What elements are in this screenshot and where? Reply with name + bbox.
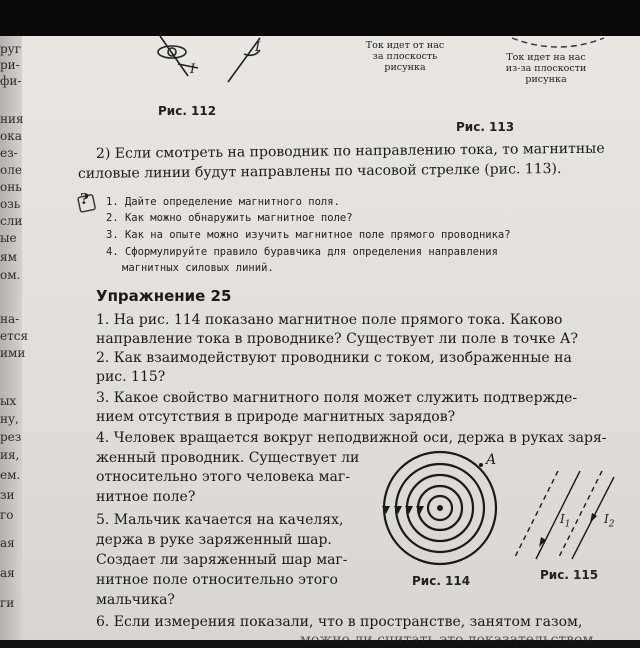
fig115-i1 [560,512,570,529]
exercise-line: направление тока в проводнике? Существует ли поле в точке А? [96,331,578,347]
paragraph-2-line-1: 2) Если смотреть на проводник по направлению тока, то магнитные [95,140,605,162]
fragment: фи- [0,74,22,88]
fig113-right-note: Ток идет на нас из-за плоскости рисунка [505,52,587,85]
fragment: ока [0,129,22,143]
fragment: ния [0,112,24,126]
fig114-caption: Рис. 114 [412,574,471,588]
question-2: 2. Как можно обнаружить магнитное поле? [106,212,353,224]
adjacent-page-fragments [0,36,29,640]
fragment: на- [0,312,20,326]
question-4-cont: магнитных силовых линий. [122,262,274,274]
fig113-left-note: Ток идет от нас за плоскость рисунка [365,40,445,73]
question-1: 1. Дайте определение магнитного поля. [106,196,340,208]
fragment: ез- [0,146,18,160]
fig114-point-a [478,462,484,468]
fragment: ну, [0,412,19,426]
fragment: зи [0,488,15,502]
fragment: руг [0,42,22,56]
fig113-caption: Рис. 113 [456,120,515,134]
fragment: ими [0,346,26,360]
fragment: ая [0,566,15,580]
exercise-line: 1. На рис. 114 показано магнитное поле прямого тока. Каково [96,312,563,328]
exercise-title: Упражнение 25 [96,287,232,305]
question-icon-mark: ? [80,190,89,208]
fig115-i1-sub: 1 [564,519,571,530]
fragment: озь [0,197,21,211]
point-a-dot [479,463,483,467]
fragment: сли [0,214,23,228]
exercise-line: относительно этого человека маг- [96,469,350,485]
fig115-conductor-1 [536,471,580,559]
exercise-line: можно ли считать это доказательством [300,632,594,648]
fig112-current-label: I [190,62,196,77]
exercise-line: нитное поле? [96,489,196,505]
exercise-line: нитное поле относительно этого [96,572,338,588]
fragment: ри- [0,58,20,72]
fragment: го [0,508,14,522]
fig115-i2-letter: I [604,512,609,526]
fig112-illustration [140,36,300,96]
fig115-field-dash [514,471,558,559]
exercise-line: 4. Человек вращается вокруг неподвижной оси, держа в руках заря- [96,430,607,446]
fig115-caption: Рис. 115 [540,568,599,582]
question-3: 3. Как на опыте можно изучить магнитное поле прямого проводника? [106,229,511,241]
exercise-line: 6. Если измерения показали, что в пространстве, занятом газом, [96,614,583,630]
fig115-i2-sub: 2 [608,519,615,530]
exercise-line: 3. Какое свойство магнитного поля может служить подтвержде- [96,390,578,406]
fragment: ые [0,231,17,245]
exercise-line: рис. 115? [96,369,166,385]
fragment: ых [0,394,17,408]
exercise-line: женный проводник. Существует ли [96,450,360,466]
exercise-line: мальчика? [96,592,175,608]
fragment: ги [0,596,15,610]
fig115-i1-letter: I [560,512,565,526]
fragment: ется [0,329,29,343]
fig114-point-label: A [486,452,497,468]
fig114-conductor [437,505,443,511]
top-dark-bar [0,0,640,36]
fig115-arrow-2 [590,513,597,523]
fragment: ия, [0,448,20,462]
fragment: рез [0,430,22,444]
fragment: онь [0,180,22,194]
fig112-current-label-2: I [255,40,261,55]
exercise-line: держа в руке заряженный шар. [96,532,332,548]
fragment: ом. [0,268,21,282]
paragraph-2-line-2: силовые линии будут направлены по часовой стрелке (рис. 113). [77,160,562,182]
exercise-line: Создает ли заряженный шар маг- [96,552,348,568]
question-4: 4. Сформулируйте правило буравчика для определения направления [106,246,498,258]
fig113-field-arc [512,38,604,47]
fragment: оле [0,163,22,177]
fragment: ям [0,250,17,264]
fig115-i2 [604,512,614,529]
exercise-line: 5. Мальчик качается на качелях, [96,512,344,528]
exercise-line: нием отсутствия в природе магнитных зарядов? [96,409,456,425]
fig113-right-arc [508,36,608,50]
fragment: ая [0,536,15,550]
fragment: ем. [0,468,21,482]
fig112-caption: Рис. 112 [158,104,217,118]
exercise-line: 2. Как взаимодействуют проводники с током, изображенные на [96,350,572,366]
